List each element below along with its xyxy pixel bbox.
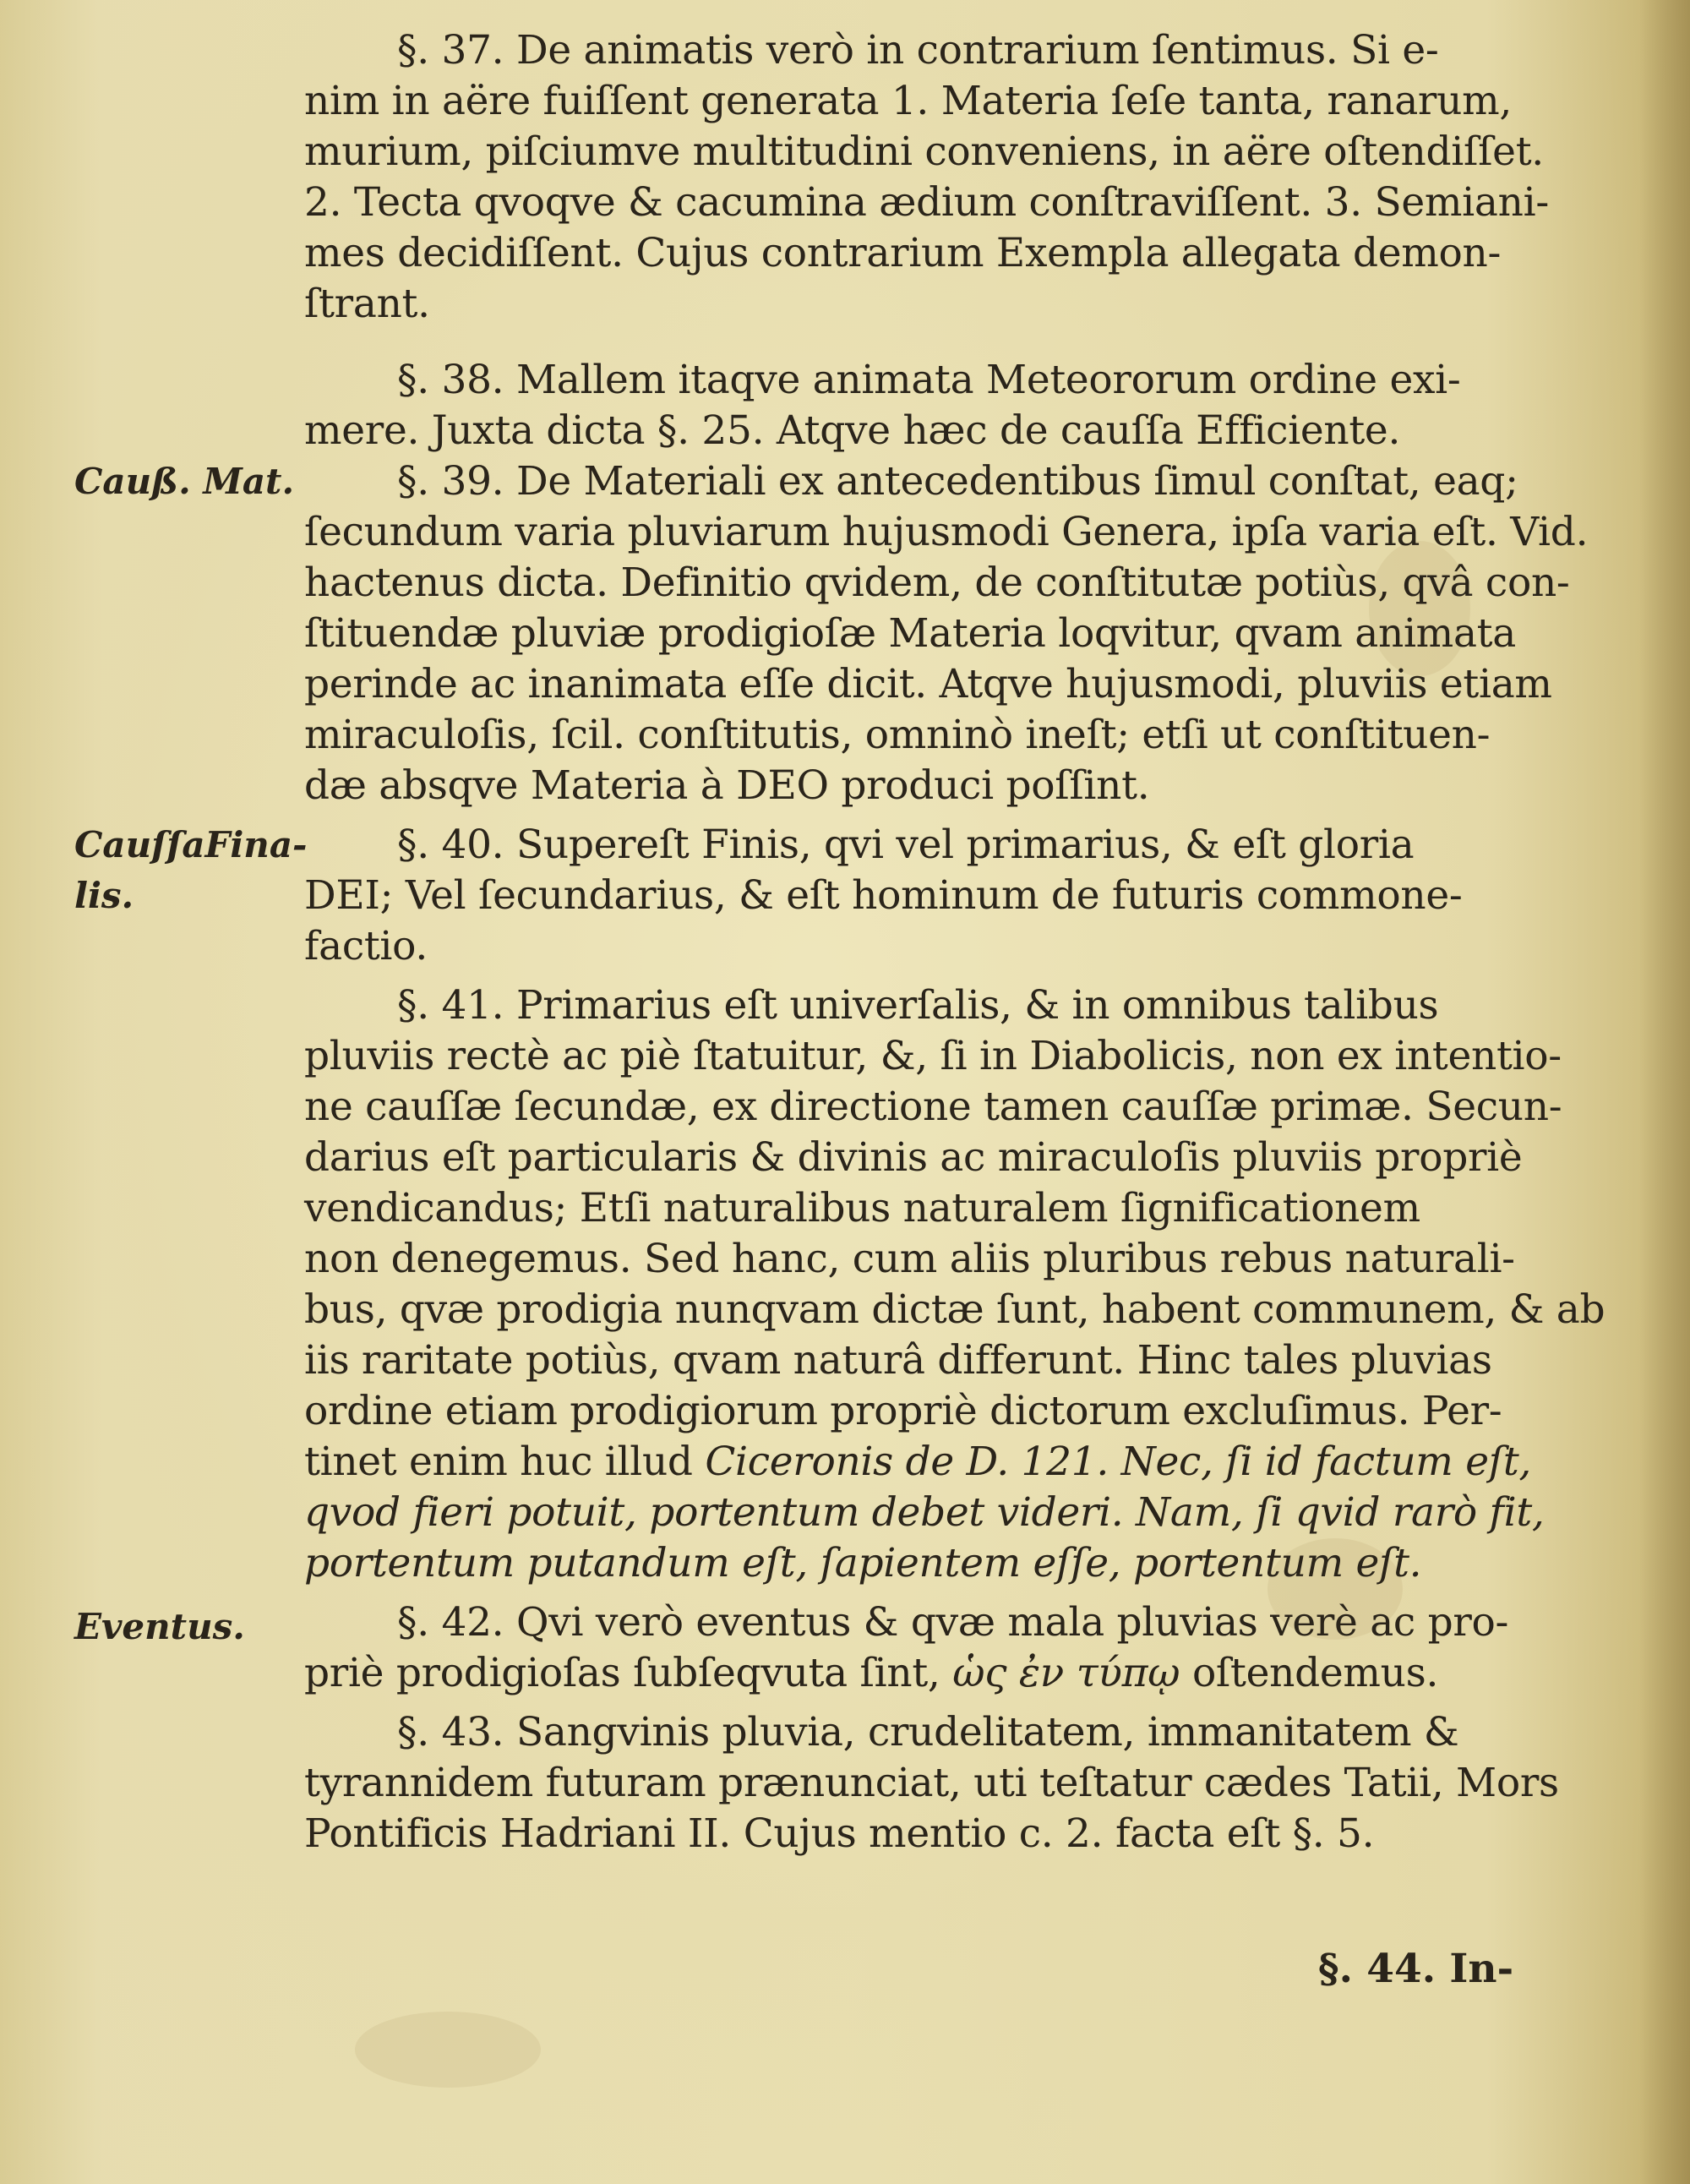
text-line: nim in aëre fuiſſent generata 1. Materia ſeſe tanta, ranarum, <box>304 78 1512 124</box>
foxing-stain <box>355 2012 541 2088</box>
catchword: §. 44. In- <box>1318 1946 1514 1992</box>
text-line: bus, qvæ prodigia nunqvam dictæ ſunt, habent communem, & ab <box>304 1286 1606 1333</box>
text-line: §. 41. Primarius eſt univerſalis, & in omnibus talibus <box>397 982 1439 1029</box>
text-line: §. 43. Sangvinis pluvia, crudelitatem, immanitatem & <box>397 1709 1459 1755</box>
text-line: dæ absqve Materia à DEO produci poſſint. <box>304 762 1150 809</box>
text-run: oſtendemus. <box>1191 1650 1439 1696</box>
text-line-italic: portentum putandum eſt, ſapientem eſſe, portentum eſt. <box>304 1540 1422 1586</box>
text-line: mes decidiſſent. Cujus contrarium Exempla allegata demon- <box>304 230 1502 276</box>
text-run-italic: Ciceronis de D. 121. Nec, ſi id factum eſt, <box>705 1439 1532 1485</box>
text-line: §. 40. Supereſt Finis, qvi vel primarius, & eſt gloria <box>397 822 1415 868</box>
text-line: §. 42. Qvi verò eventus & qvæ mala pluvias verè ac pro- <box>397 1599 1509 1646</box>
text-line: DEI; Vel ſecundarius, & eſt hominum de futuris commone- <box>304 872 1463 919</box>
text-line: tyrannidem futuram prænunciat, uti teſtatur cædes Tatii, Mors <box>304 1760 1559 1806</box>
text-line: §. 37. De animatis verò in contrarium ſentimus. Si e- <box>397 27 1439 74</box>
text-line-mixed <box>304 1648 1438 1699</box>
text-line: murium, piſciumve multitudini conveniens, in aëre oſtendiſſet. <box>304 128 1544 175</box>
text-line: darius eſt particularis & divinis ac miraculoſis pluviis propriè <box>304 1134 1523 1181</box>
text-line: 2. Tecta qvoqve & cacumina ædium conſtraviſſent. 3. Semiani- <box>304 179 1549 226</box>
text-line: hactenus dicta. Definitio qvidem, de conſtitutæ potiùs, qvâ con- <box>304 560 1570 606</box>
text-line: pluviis rectè ac piè ſtatuitur, &, ſi in Diabolicis, non ex intentio- <box>304 1033 1562 1079</box>
text-line: iis raritate potiùs, qvam naturâ differunt. Hinc tales pluvias <box>304 1337 1492 1384</box>
text-run-greek: ὡς ἐν τύπῳ <box>952 1650 1180 1696</box>
text-line: non denegemus. Sed hanc, cum aliis pluribus rebus naturali- <box>304 1236 1515 1282</box>
text-line: §. 39. De Materiali ex antecedentibus ſimul conſtat, eaq; <box>397 458 1518 505</box>
text-line: ſtituendæ pluviæ prodigioſæ Materia loqvitur, qvam animata <box>304 610 1516 657</box>
text-line: ne cauſſæ ſecundæ, ex directione tamen cauſſæ primæ. Secun- <box>304 1084 1562 1130</box>
text-run: priè prodigioſas ſubſeqvuta ſint, <box>304 1650 940 1696</box>
text-line: ordine etiam prodigiorum propriè dictorum excluſimus. Per- <box>304 1388 1502 1434</box>
text-line-mixed <box>304 1437 1531 1488</box>
text-line: vendicandus; Etſi naturalibus naturalem ſignificationem <box>304 1185 1420 1231</box>
text-line-italic: qvod fieri potuit, portentum debet videri. Nam, ſi qvid rarò fit, <box>304 1489 1545 1536</box>
margin-note-causa-finalis: CauſſaFina- <box>74 824 308 865</box>
text-line: Pontificis Hadriani II. Cujus mentio c. 2. facta eſt §. 5. <box>304 1810 1375 1857</box>
margin-note-causa-finalis-cont: lis. <box>74 875 134 916</box>
text-line: miraculoſis, ſcil. conſtitutis, omninò ineſt; etſi ut conſtituen- <box>304 712 1491 758</box>
text-line: mere. Juxta dicta §. 25. Atqve hæc de cauſſa Efficiente. <box>304 407 1401 454</box>
text-line: §. 38. Mallem itaqve animata Meteororum ordine exi- <box>397 357 1461 403</box>
text-line: perinde ac inanimata eſſe dicit. Atqve hujusmodi, pluviis etiam <box>304 661 1552 707</box>
margin-note-eventus: Eventus. <box>74 1606 245 1647</box>
margin-note-causa-materialis: Cauß. Mat. <box>74 461 295 502</box>
text-run: tinet enim huc illud <box>304 1439 693 1485</box>
text-line: ſecundum varia pluviarum hujusmodi Genera, ipſa varia eſt. Vid. <box>304 509 1589 555</box>
text-line: ſtrant. <box>304 281 430 327</box>
text-line: factio. <box>304 923 428 969</box>
